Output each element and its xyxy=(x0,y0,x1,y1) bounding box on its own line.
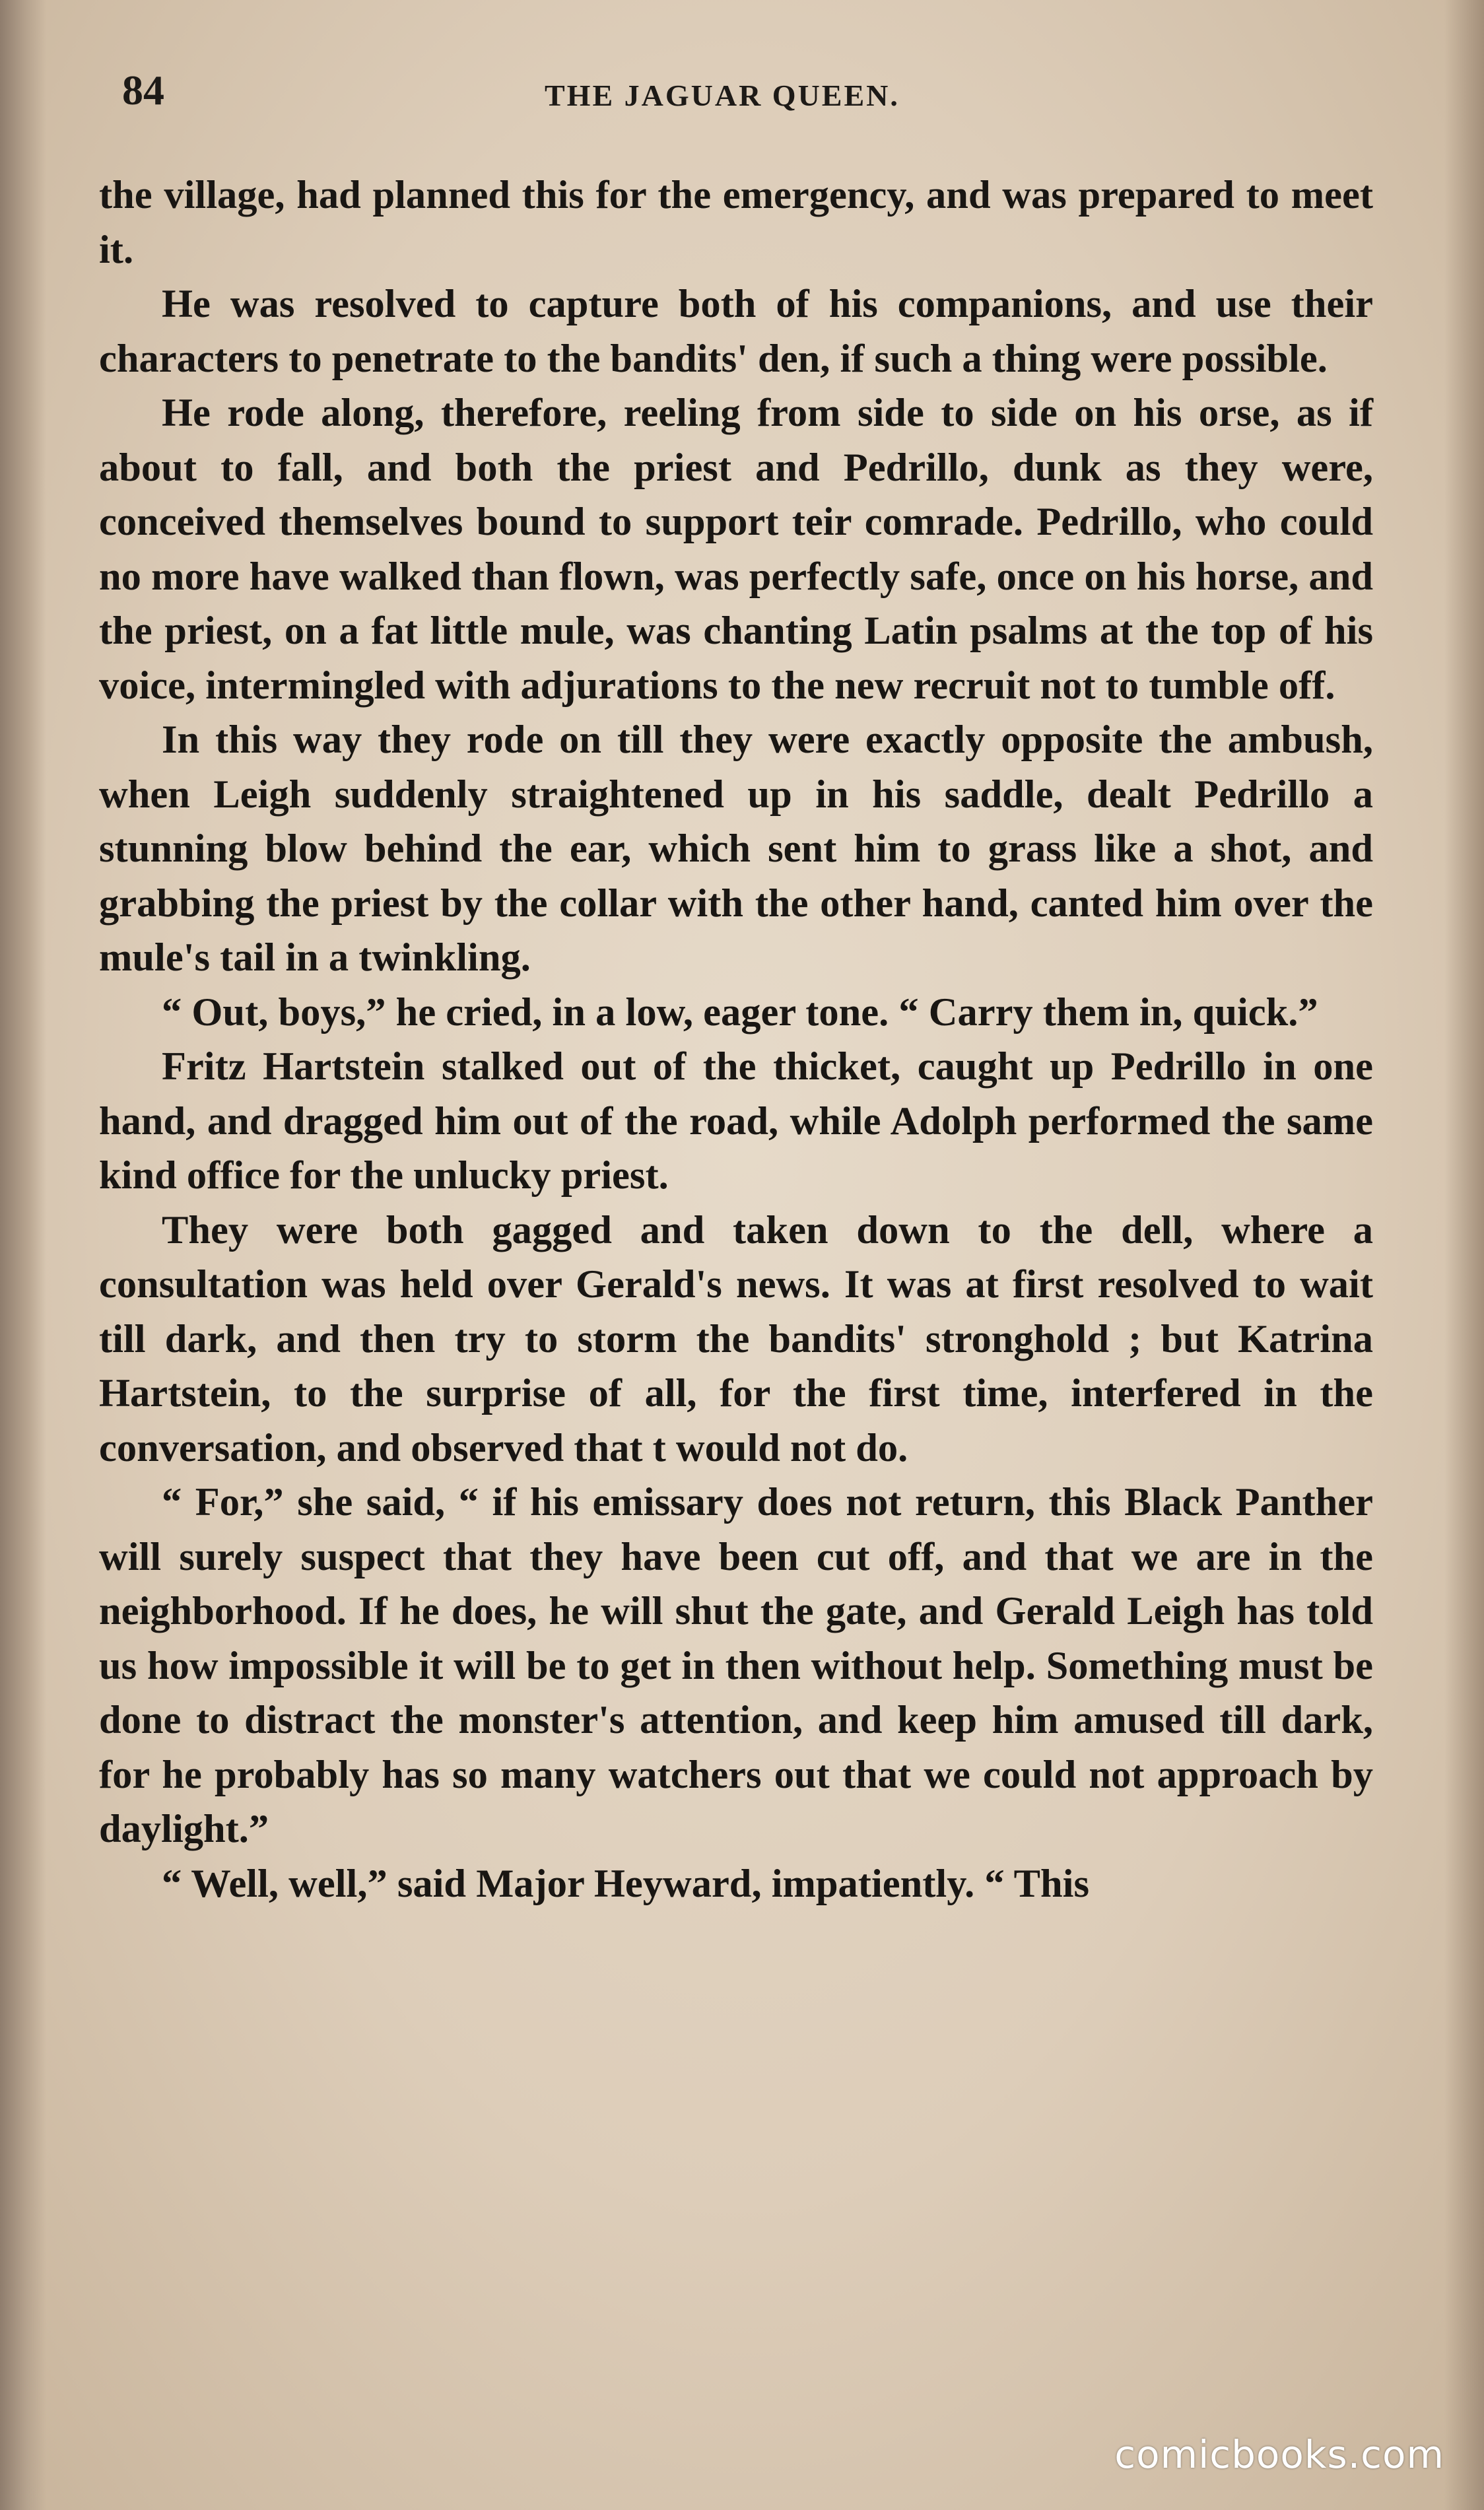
page-left-edge-shadow xyxy=(0,0,46,2510)
paragraph-7: They were both gagged and taken down to the dell, where a consultation was held over Gerald's news. It was at first resolved to wait till dark, and then try to storm the bandits' stronghold ; but Katrina Hartstein, to the surprise of all, for the first time, interfered in the conversation, and observed that t would not do. xyxy=(99,1207,1373,1470)
paragraph-3: He rode along, therefore, reeling from side to side on his orse, as if about to fall, and both the priest and Pedrillo, dunk as they were, conceived themselves bound to support teir comrade. Pedrillo, who could no more have walked than flown, was perfectly safe, once on his horse, and the priest, on a fat little mule, was chanting Latin psalms at the top of his voice, intermingled with adjurations to the new recruit not to tumble off. xyxy=(99,391,1373,708)
paragraph-8: “ For,” she said, “ if his emissary does not return, this Black Panther will surely suspect that they have been cut off, and that we are in the neighborhood. If he does, he will shut the gate, and Gerald Leigh has told us how impossible it will be to get in then without help. Something must be done to distract the monster's attention, and keep him amused till dark, for he probably has so many watchers out that we could not approach by daylight.” xyxy=(99,1480,1373,1851)
page-number: 84 xyxy=(122,67,164,114)
paragraph-5: “ Out, boys,” he cried, in a low, eager tone. “ Carry them in, quick.” xyxy=(162,990,1318,1035)
paragraph-4: In this way they rode on till they were exactly opposite the ambush, when Leigh suddenly straightened up in his saddle, dealt Pedrillo a stunning blow behind the ear, which sent him to grass like a shot, and grabbing the priest by the collar with the other hand, canted him over the mule's tail in a twinkling. xyxy=(99,718,1373,980)
page-right-edge-shadow xyxy=(1444,0,1484,2510)
paragraph-2: He was resolved to capture both of his companions, and use their characters to penetrate to the bandits' den, if such a thing were possible. xyxy=(99,282,1373,381)
paragraph-9: “ Well, well,” said Major Heyward, impatiently. “ This xyxy=(162,1861,1090,1906)
site-watermark: comicbooks.com xyxy=(1114,2432,1444,2477)
running-head: THE JAGUAR QUEEN. xyxy=(545,79,900,112)
body-text xyxy=(99,168,1373,1911)
paragraph-1: the village, had planned this for the emergency, and was prepared to meet it. xyxy=(99,173,1373,272)
page-header xyxy=(122,66,1363,125)
paragraph-6: Fritz Hartstein stalked out of the thicket, caught up Pedrillo in one hand, and dragged him out of the road, while Adolph performed the same kind office for the unlucky priest. xyxy=(99,1044,1373,1198)
